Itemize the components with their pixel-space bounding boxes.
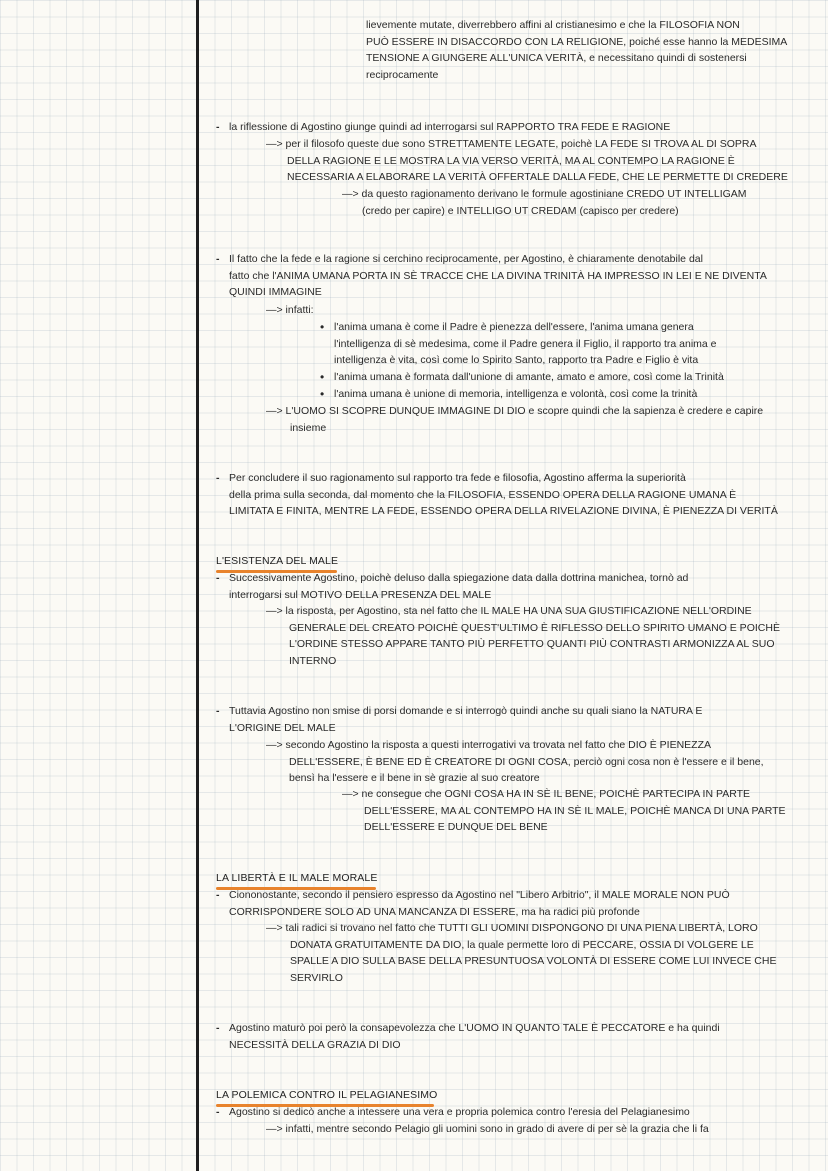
text-line: l'anima umana è unione di memoria, intelligenza e volontà, così come la trinità <box>334 388 698 400</box>
liberta-paragraph-1-sub <box>266 920 776 986</box>
trinita-point-1 <box>320 319 717 369</box>
text-line: —> tali radici si trovano nel fatto che TUTTI GLI UOMINI DISPONGONO DI UNA PIENA LIBERTÀ, LORO <box>266 922 758 934</box>
fede-ragione-paragraph <box>216 119 671 136</box>
heading-text: L'ESISTENZA DEL MALE <box>216 555 339 567</box>
bullet-dash: - <box>216 1106 220 1118</box>
text-line: (credo per capire) e INTELLIGO UT CREDAM (capisco per credere) <box>362 204 679 217</box>
text-line: Per concludere il suo ragionamento sul rapporto tra fede e filosofia, Agostino afferma la superiorità <box>229 472 686 484</box>
male-paragraph-2 <box>216 703 703 736</box>
male-paragraph-1-sub <box>266 603 780 669</box>
text-line: DONATA GRATUITAMENTE DA DIO, la quale permette loro di PECCARE, OSSIA DI VOLGERE LE <box>290 938 754 951</box>
text-line: Agostino maturò poi però la consapevolezza che L'UOMO IN QUANTO TALE È PECCATORE e ha quindi <box>229 1022 720 1034</box>
male-paragraph-2-subsub <box>342 786 786 836</box>
male-paragraph-1 <box>216 570 689 603</box>
text-line: PUÒ ESSERE IN DISACCORDO CON LA RELIGIONE, poiché esse hanno la MEDESIMA <box>366 35 788 48</box>
text-line: —> infatti: <box>266 304 314 316</box>
pelagianesimo-paragraph-1 <box>216 1104 690 1121</box>
section-heading-liberta <box>216 870 377 887</box>
text-line: TENSIONE A GIUNGERE ALL'UNICA VERITÀ, e necessitano quindi di sostenersi <box>366 52 747 65</box>
text-line: CORRISPONDERE SOLO AD UNA MANCANZA DI ESSERE, ma ha radici più profonde <box>229 905 640 918</box>
text-line: INTERNO <box>289 654 337 667</box>
section-heading-pelagianesimo <box>216 1087 437 1104</box>
section-heading-male <box>216 553 338 570</box>
text-line: —> infatti, mentre secondo Pelagio gli uomini sono in grado di avere di per sè la grazia che li fa <box>266 1123 709 1135</box>
text-line: QUINDI IMMAGINE <box>229 286 322 299</box>
notebook-margin-line <box>196 0 199 1171</box>
text-line: SPALLE A DIO SULLA BASE DELLA PRESUNTUOSA VOLONTÀ DI ESSERE COME LUI INVECE CHE <box>290 955 777 968</box>
text-line: fatto che l'ANIMA UMANA PORTA IN SÈ TRACCE CHE LA DIVINA TRINITÀ HA IMPRESSO IN LEI E NE DIVENTA <box>229 269 767 282</box>
text-line: —> secondo Agostino la risposta a questi interrogativi va trovata nel fatto che DIO È PIENEZZA <box>266 739 712 751</box>
bullet-dot: • <box>320 387 325 401</box>
text-line: Il fatto che la fede e la ragione si cerchino reciprocamente, per Agostino, è chiaramente denotabile dal <box>229 253 703 265</box>
bullet-dot: • <box>320 370 325 384</box>
fede-ragione-sub <box>266 136 788 186</box>
text-line: reciprocamente <box>366 68 439 81</box>
trinita-infatti <box>266 302 314 319</box>
text-line: DELL'ESSERE, MA AL CONTEMPO HA IN SÈ IL MALE, POICHÈ MANCA DI UNA PARTE <box>364 804 786 817</box>
text-line: bensì ha l'essere e il bene in sè grazie al suo creatore <box>289 772 540 785</box>
text-line: —> ne consegue che OGNI COSA HA IN SÈ IL BENE, POICHÈ PARTECIPA IN PARTE <box>342 788 751 800</box>
text-line: L'ORIGINE DEL MALE <box>229 721 336 734</box>
text-line: la riflessione di Agostino giunge quindi ad interrogarsi sul RAPPORTO TRA FEDE E RAGIONE <box>229 121 671 133</box>
text-line: l'anima umana è come il Padre è pienezza dell'essere, l'anima umana genera <box>334 321 694 333</box>
liberta-paragraph-2 <box>216 1020 720 1053</box>
text-line: LIMITATA E FINITA, MENTRE LA FEDE, ESSENDO OPERA DELLA RIVELAZIONE DIVINA, È PIENEZZA DI VERITÀ <box>229 505 778 518</box>
text-line: —> per il filosofo queste due sono STRETTAMENTE LEGATE, poichè LA FEDE SI TROVA AL DI SOPRA <box>266 138 757 150</box>
bullet-dot: • <box>320 320 325 334</box>
text-line: l'intelligenza di sè medesima, come il Padre genera il Figlio, il rapporto tra anima e <box>334 337 717 350</box>
text-line: SERVIRLO <box>290 971 343 984</box>
trinita-point-2 <box>320 369 724 386</box>
intro-continuation <box>366 17 787 83</box>
text-line: GENERALE DEL CREATO POICHÈ QUEST'ULTIMO È RIFLESSO DELLO SPIRITO UMANO E POICHÈ <box>289 621 780 634</box>
bullet-dash: - <box>216 121 220 133</box>
text-line: Ciononostante, secondo il pensiero espresso da Agostino nel "Libero Arbitrio", il MALE MORALE NON PUÒ <box>229 889 730 901</box>
bullet-dash: - <box>216 572 220 584</box>
text-line: interrogarsi sul MOTIVO DELLA PRESENZA DEL MALE <box>229 588 492 601</box>
text-line: NECESSITÀ DELLA GRAZIA DI DIO <box>229 1038 401 1051</box>
fede-ragione-subsub <box>342 186 747 219</box>
text-line: lievemente mutate, diverrebbero affini al cristianesimo e che la FILOSOFIA NON <box>366 19 740 31</box>
heading-text: LA POLEMICA CONTRO IL PELAGIANESIMO <box>216 1089 438 1101</box>
male-paragraph-2-sub <box>266 737 764 787</box>
trinita-point-3 <box>320 386 698 403</box>
liberta-paragraph-1 <box>216 887 730 920</box>
trinita-conclusion <box>266 403 763 436</box>
bullet-dash: - <box>216 472 220 484</box>
text-line: intelligenza è vita, così come lo Spirito Santo, rapporto tra Padre e Figlio è vita <box>334 354 699 367</box>
trinita-paragraph <box>216 251 767 301</box>
bullet-dash: - <box>216 889 220 901</box>
pelagianesimo-paragraph-1-sub <box>266 1121 709 1138</box>
text-line: NECESSARIA A ELABORARE LA VERITÀ OFFERTALE DALLA FEDE, CHE LE PERMETTE DI CREDERE <box>287 171 788 184</box>
bullet-dash: - <box>216 253 220 265</box>
text-line: l'anima umana è formata dall'unione di amante, amato e amore, così come la Trinità <box>334 371 724 383</box>
text-line: Successivamente Agostino, poichè deluso dalla spiegazione data dalla dottrina manichea, tornò ad <box>229 572 689 584</box>
bullet-dash: - <box>216 705 220 717</box>
text-line: —> da questo ragionamento derivano le formule agostiniane CREDO UT INTELLIGAM <box>342 188 747 200</box>
text-line: DELLA RAGIONE E LE MOSTRA LA VIA VERSO VERITÀ, MA AL CONTEMPO LA RAGIONE È <box>287 154 735 167</box>
superiorita-paragraph <box>216 470 778 520</box>
text-line: —> L'UOMO SI SCOPRE DUNQUE IMMAGINE DI DIO e scopre quindi che la sapienza è credere e capire <box>266 405 764 417</box>
text-line: Agostino si dedicò anche a intessere una vera e propria polemica contro l'eresia del Pelagianesimo <box>229 1106 690 1118</box>
text-line: L'ORDINE STESSO APPARE TANTO PIÙ PERFETTO QUANTI PIÙ CONTRASTI ARMONIZZA AL SUO <box>289 638 775 651</box>
bullet-dash: - <box>216 1022 220 1034</box>
text-line: Tuttavia Agostino non smise di porsi domande e si interrogò quindi anche su quali siano la NATURA E <box>229 705 703 717</box>
text-line: DELL'ESSERE, È BENE ED È CREATORE DI OGNI COSA, perciò ogni cosa non è l'essere e il bene, <box>289 755 764 768</box>
text-line: insieme <box>290 421 327 434</box>
heading-text: LA LIBERTÀ E IL MALE MORALE <box>216 872 378 884</box>
text-line: —> la risposta, per Agostino, sta nel fatto che IL MALE HA UNA SUA GIUSTIFICAZIONE NELL'ORDINE <box>266 605 752 617</box>
text-line: DELL'ESSERE E DUNQUE DEL BENE <box>364 821 548 834</box>
text-line: della prima sulla seconda, dal momento che la FILOSOFIA, ESSENDO OPERA DELLA RAGIONE UMANA È <box>229 488 737 501</box>
